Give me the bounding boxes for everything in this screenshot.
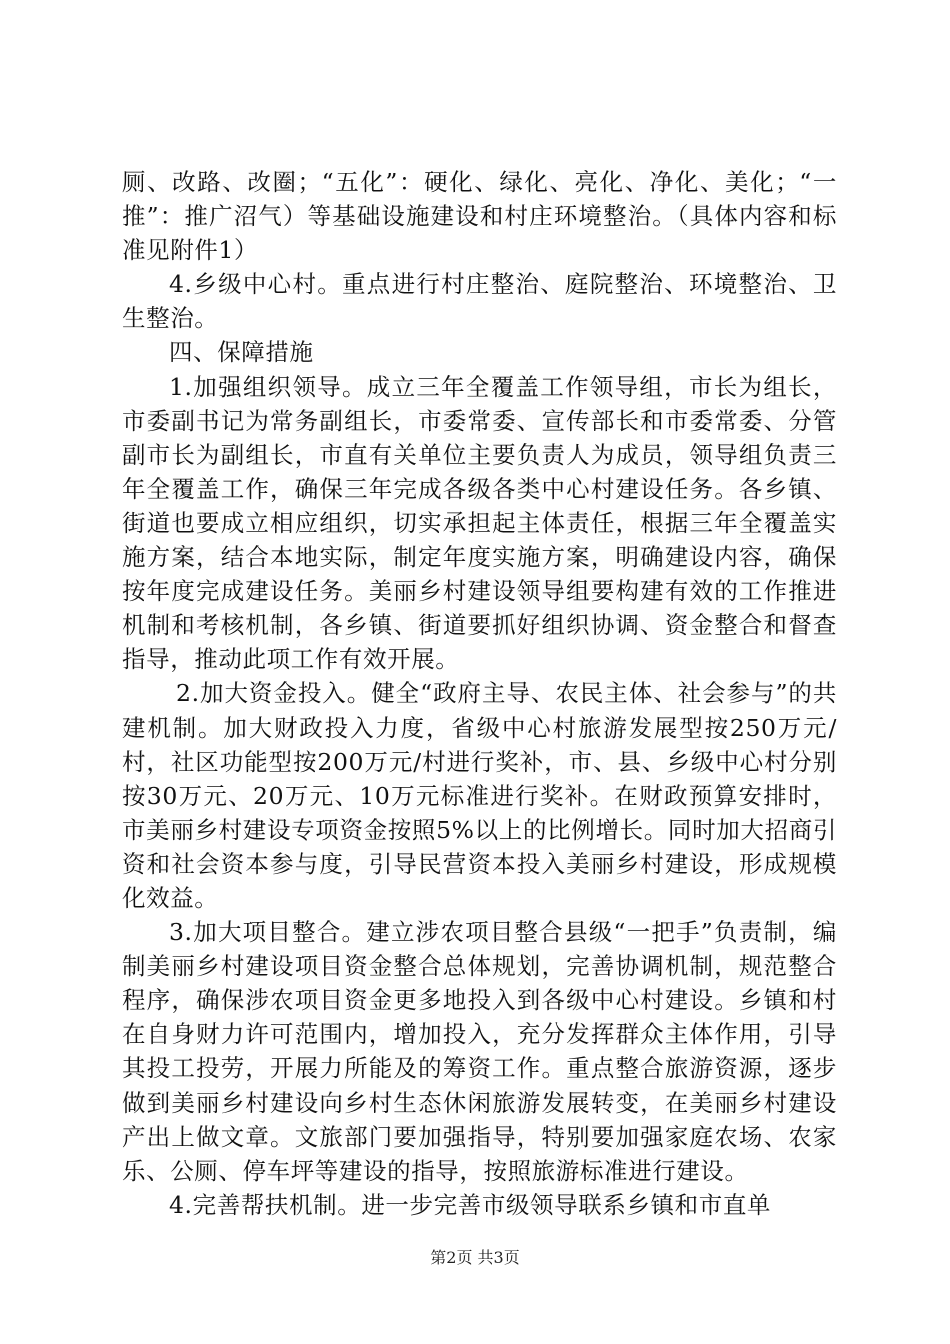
paragraph-item-2-funding: 2.加大资金投入。健全“政府主导、农民主体、社会参与”的共建机制。加大财政投入力度，省级中心村旅游发展型按250万元/村，社区功能型按200万元/村进行奖补，市、县、乡级中心村分别按30万元、20万元、10万元标准进行奖补。在财政预算安排时，市美丽乡村建设专项资金按照5%以上的比例增长。同时加大招商引资和社会资本参与度，引导民营资本投入美丽乡村建设，形成规模化效益。 xyxy=(122,679,837,912)
paragraph-item-4-assistance: 4.完善帮扶机制。进一步完善市级领导联系乡镇和市直单 xyxy=(169,1190,772,1219)
paragraph-continued: 厕、改路、改圈；“五化”：硬化、绿化、亮化、净化、美化；“一推”：推广沼气）等基础设施建设和村庄环境整治。（具体内容和标准见附件1） xyxy=(122,168,837,265)
section-heading-safeguards: 四、保障措施 xyxy=(169,338,314,367)
paragraph-item-4-township-village: 4.乡级中心村。重点进行村庄整治、庭院整治、环境整治、卫生整治。 xyxy=(122,270,837,333)
document-body xyxy=(122,165,837,1222)
paragraph-item-3-project-integration: 3.加大项目整合。建立涉农项目整合县级“一把手”负责制，编制美丽乡村建设项目资金整合总体规划，完善协调机制，规范整合程序，确保涉农项目资金更多地投入到各级中心村建设。乡镇和村在自身财力许可范围内，增加投入，充分发挥群众主体作用，引导其投工投劳，开展力所能及的筹资工作。重点整合旅游资源，逐步做到美丽乡村建设向乡村生态休闲旅游发展转变，在美丽乡村建设产出上做文章。文旅部门要加强指导，特别要加强家庭农场、农家乐、公厕、停车坪等建设的指导，按照旅游标准进行建设。 xyxy=(122,918,837,1185)
paragraph-item-1-leadership: 1.加强组织领导。成立三年全覆盖工作领导组，市长为组长，市委副书记为常务副组长，市委常委、宣传部长和市委常委、分管副市长为副组长，市直有关单位主要负责人为成员，领导组负责三年全覆盖工作，确保三年完成各级各类中心村建设任务。各乡镇、街道也要成立相应组织，切实承担起主体责任，根据三年全覆盖实施方案，结合本地实际，制定年度实施方案，明确建设内容，确保按年度完成建设任务。美丽乡村建设领导组要构建有效的工作推进机制和考核机制，各乡镇、街道要抓好组织协调、资金整合和督查指导，推动此项工作有效开展。 xyxy=(122,372,837,674)
page-number-footer: 第2页 共3页 xyxy=(430,1248,520,1267)
